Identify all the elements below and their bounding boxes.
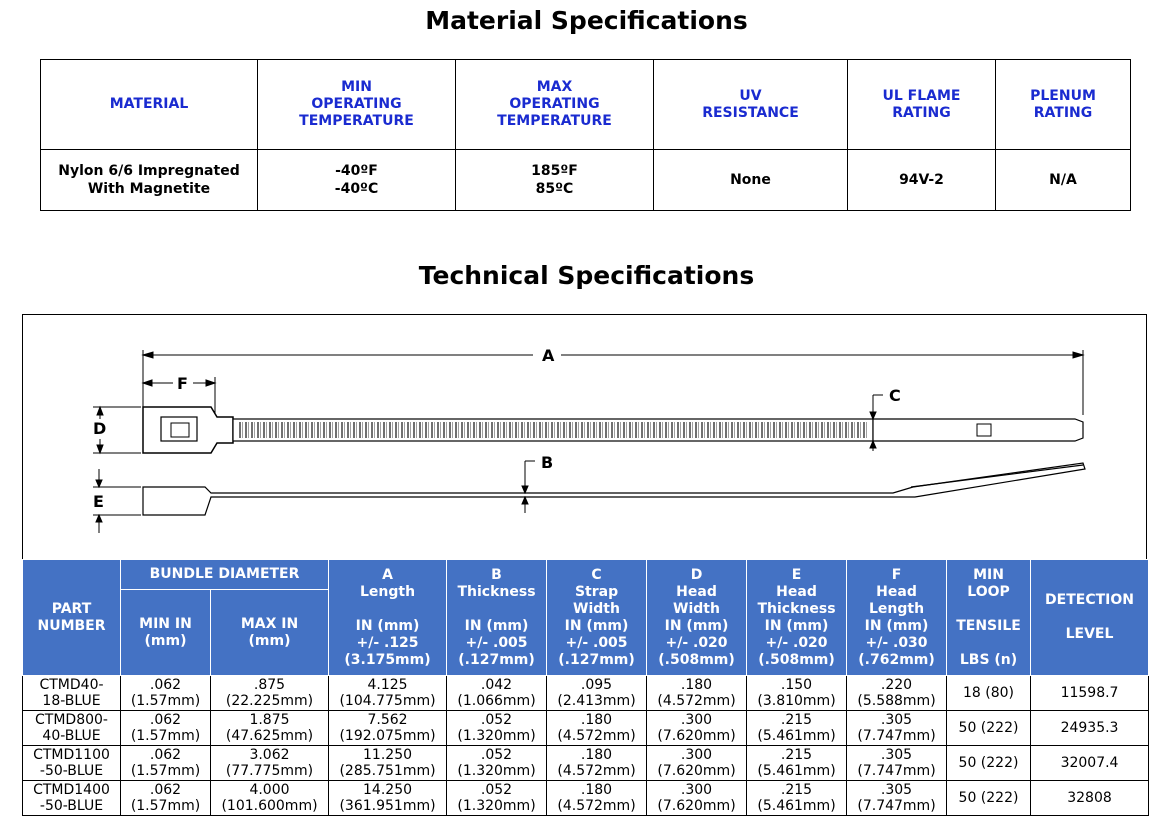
- detection-level: 32007.4: [1031, 746, 1149, 781]
- head-length-f: .305 (7.747mm): [847, 746, 947, 781]
- head-width-d: .180 (4.572mm): [647, 676, 747, 711]
- part-number: CTMD1400 -50-BLUE: [23, 781, 121, 816]
- min-loop-tensile: 50 (222): [947, 711, 1031, 746]
- tie-top-view: [143, 407, 1083, 453]
- min-temp-value: -40ºF -40ºC: [258, 150, 456, 211]
- header-c-strap-width: C Strap Width IN (mm) +/- .005 (.127mm): [547, 560, 647, 676]
- technical-specifications-table: [22, 559, 1149, 816]
- header-f-head-length: F Head Length IN (mm) +/- .030 (.762mm): [847, 560, 947, 676]
- max-in: 1.875 (47.625mm): [211, 711, 329, 746]
- head-width-d: .300 (7.620mm): [647, 711, 747, 746]
- label-e: E: [93, 492, 104, 511]
- header-a-length: A Length IN (mm) +/- .125 (3.175mm): [329, 560, 447, 676]
- table-row: [23, 676, 1149, 711]
- label-a: A: [542, 346, 555, 365]
- header-min-loop-tensile: MIN LOOP TENSILE LBS (n): [947, 560, 1031, 676]
- header-min-in: MIN IN (mm): [121, 590, 211, 676]
- label-b: B: [541, 453, 554, 472]
- header-b-thickness: B Thickness IN (mm) +/- .005 (.127mm): [447, 560, 547, 676]
- length-a: 4.125 (104.775mm): [329, 676, 447, 711]
- header-max-in: MAX IN (mm): [211, 590, 329, 676]
- material-header-row: [41, 60, 1131, 150]
- head-length-f: .305 (7.747mm): [847, 711, 947, 746]
- part-number: CTMD40- 18-BLUE: [23, 676, 121, 711]
- strap-width-c: .180 (4.572mm): [547, 711, 647, 746]
- detection-level: 11598.7: [1031, 676, 1149, 711]
- head-width-d: .300 (7.620mm): [647, 781, 747, 816]
- plenum-rating-value: N/A: [996, 150, 1131, 211]
- head-thickness-e: .150 (3.810mm): [747, 676, 847, 711]
- strap-width-c: .180 (4.572mm): [547, 781, 647, 816]
- technical-specifications-title: Technical Specifications: [418, 261, 755, 290]
- header-detection-level: DETECTION LEVEL: [1031, 560, 1149, 676]
- min-in: .062 (1.57mm): [121, 746, 211, 781]
- header-min-operating-temperature: MIN OPERATING TEMPERATURE: [258, 60, 456, 150]
- min-loop-tensile: 50 (222): [947, 746, 1031, 781]
- head-thickness-e: .215 (5.461mm): [747, 711, 847, 746]
- thickness-b: .052 (1.320mm): [447, 711, 547, 746]
- min-loop-tensile: 18 (80): [947, 676, 1031, 711]
- label-f: F: [177, 374, 188, 393]
- part-number: CTMD1100 -50-BLUE: [23, 746, 121, 781]
- dimension-a: [143, 350, 1083, 415]
- length-a: 7.562 (192.075mm): [329, 711, 447, 746]
- table-row: [23, 781, 1149, 816]
- head-thickness-e: .215 (5.461mm): [747, 746, 847, 781]
- thickness-b: .052 (1.320mm): [447, 781, 547, 816]
- min-in: .062 (1.57mm): [121, 676, 211, 711]
- cable-tie-drawing: [23, 315, 1147, 559]
- header-part-number: PART NUMBER: [23, 560, 121, 676]
- max-in: 3.062 (77.775mm): [211, 746, 329, 781]
- head-length-f: .220 (5.588mm): [847, 676, 947, 711]
- tie-side-view: [143, 463, 1085, 515]
- head-length-f: .305 (7.747mm): [847, 781, 947, 816]
- strap-width-c: .180 (4.572mm): [547, 746, 647, 781]
- thickness-b: .052 (1.320mm): [447, 746, 547, 781]
- uv-resistance-value: None: [654, 150, 848, 211]
- part-number: CTMD800- 40-BLUE: [23, 711, 121, 746]
- length-a: 14.250 (361.951mm): [329, 781, 447, 816]
- header-uv-resistance: UV RESISTANCE: [654, 60, 848, 150]
- material-specifications-title: Material Specifications: [425, 6, 748, 35]
- detection-level: 24935.3: [1031, 711, 1149, 746]
- min-loop-tensile: 50 (222): [947, 781, 1031, 816]
- min-in: .062 (1.57mm): [121, 711, 211, 746]
- ul-flame-rating-value: 94V-2: [848, 150, 996, 211]
- label-d: D: [93, 419, 107, 438]
- length-a: 11.250 (285.751mm): [329, 746, 447, 781]
- min-in: .062 (1.57mm): [121, 781, 211, 816]
- head-width-d: .300 (7.620mm): [647, 746, 747, 781]
- header-bundle-diameter: BUNDLE DIAMETER: [121, 560, 329, 590]
- dimension-b: [522, 461, 535, 513]
- detection-level: 32808: [1031, 781, 1149, 816]
- cable-tie-diagram: [22, 314, 1147, 559]
- header-d-head-width: D Head Width IN (mm) +/- .020 (.508mm): [647, 560, 747, 676]
- thickness-b: .042 (1.066mm): [447, 676, 547, 711]
- max-temp-value: 185ºF 85ºC: [456, 150, 654, 211]
- header-material: MATERIAL: [41, 60, 258, 150]
- material-specifications-table: [40, 59, 1131, 211]
- header-ul-flame-rating: UL FLAME RATING: [848, 60, 996, 150]
- header-e-head-thickness: E Head Thickness IN (mm) +/- .020 (.508mm): [747, 560, 847, 676]
- material-row: [41, 150, 1131, 211]
- table-row: [23, 746, 1149, 781]
- label-c: C: [889, 386, 901, 405]
- strap-width-c: .095 (2.413mm): [547, 676, 647, 711]
- tech-header-row-1: [23, 560, 1149, 590]
- max-in: 4.000 (101.600mm): [211, 781, 329, 816]
- header-plenum-rating: PLENUM RATING: [996, 60, 1131, 150]
- table-row: [23, 711, 1149, 746]
- head-thickness-e: .215 (5.461mm): [747, 781, 847, 816]
- header-max-operating-temperature: MAX OPERATING TEMPERATURE: [456, 60, 654, 150]
- material-value: Nylon 6/6 Impregnated With Magnetite: [41, 150, 258, 211]
- max-in: .875 (22.225mm): [211, 676, 329, 711]
